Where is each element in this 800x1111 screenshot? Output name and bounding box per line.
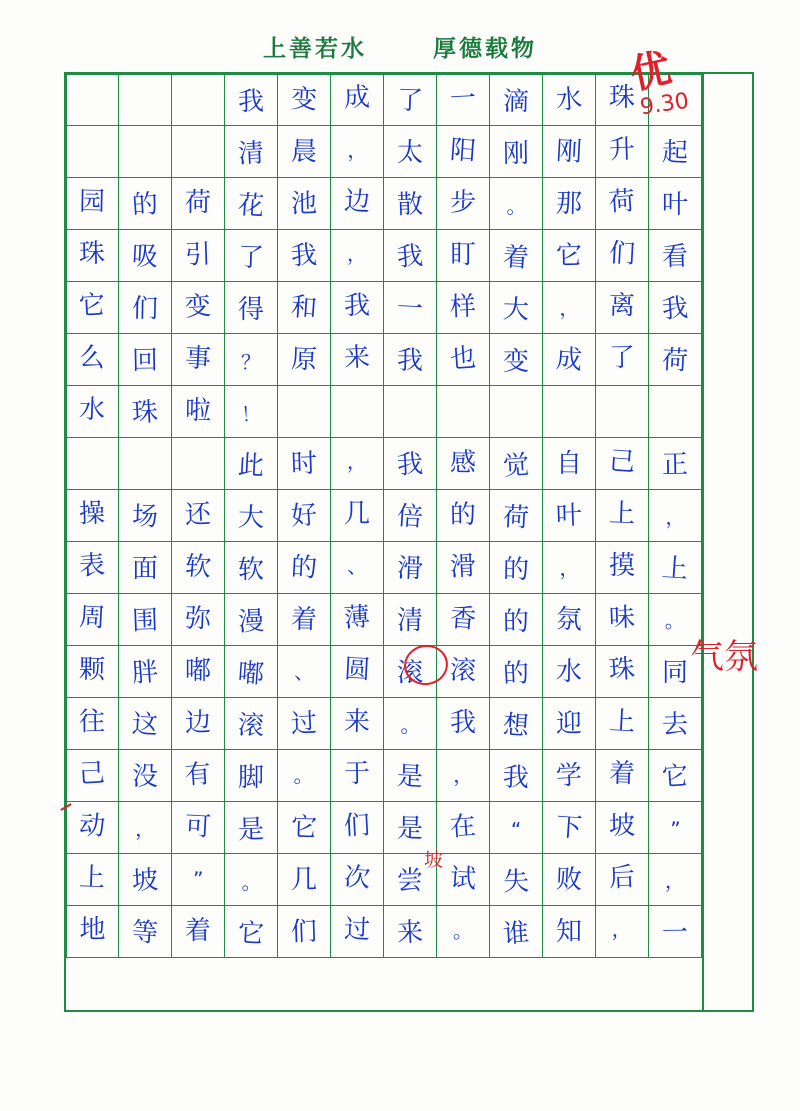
grid-cell: 胖	[119, 646, 172, 698]
grid-cell: 自	[543, 438, 596, 490]
grid-row	[66, 334, 702, 386]
grid-cell: 己	[66, 750, 119, 802]
grid-cell: 滚	[225, 698, 278, 750]
grid-cell: 和	[278, 282, 331, 334]
grid-cell: 失	[490, 854, 543, 906]
grid-cell: 、	[278, 646, 331, 698]
grid-cell: 样	[437, 282, 490, 334]
grid-cell: 滚	[384, 646, 437, 698]
grid-cell: 过	[331, 906, 384, 958]
motto-right: 厚德载物	[433, 36, 537, 62]
grid-cell	[278, 386, 331, 438]
grid-cell: 。	[437, 906, 490, 958]
grid-cell: 事	[172, 334, 225, 386]
grid-row	[66, 178, 702, 230]
grid-cell: 操	[66, 490, 119, 542]
grid-cell: ？	[225, 334, 278, 386]
grid-cell: 了	[225, 230, 278, 282]
grid-cell: 滑	[384, 542, 437, 594]
grid-cell: 败	[543, 854, 596, 906]
grid-cell: 叶	[649, 178, 702, 230]
grid-cell: 步	[437, 178, 490, 230]
grid-cell: ，	[649, 490, 702, 542]
grid-cell: 的	[119, 178, 172, 230]
teacher-grade-mark: 优	[626, 45, 676, 99]
grid-row	[66, 594, 702, 646]
grid-row	[66, 438, 702, 490]
grid-cell: 还	[172, 490, 225, 542]
grid-cell: 薄	[331, 594, 384, 646]
grid-cell: 滑	[437, 542, 490, 594]
grid-cell: 漫	[225, 594, 278, 646]
grid-cell: 荷	[172, 178, 225, 230]
grid-cell: 于	[331, 750, 384, 802]
grid-cell: ，	[543, 282, 596, 334]
grid-row	[66, 854, 702, 906]
grid-cell: 来	[384, 906, 437, 958]
grid-cell: 这	[119, 698, 172, 750]
grid-cell: 颗	[66, 646, 119, 698]
grid-cell: 滴	[490, 74, 543, 126]
grid-cell: 园	[66, 178, 119, 230]
grid-cell: 太	[384, 126, 437, 178]
grid-cell: 去	[649, 698, 702, 750]
grid-cell: 边	[172, 698, 225, 750]
grid-cell: ！	[225, 386, 278, 438]
grid-cell: 荷	[596, 178, 649, 230]
grid-cell: 学	[543, 750, 596, 802]
grid-cell: 谁	[490, 906, 543, 958]
grid-cell: 了	[384, 74, 437, 126]
grid-cell: 过	[278, 698, 331, 750]
grid-row	[66, 698, 702, 750]
grid-row	[66, 74, 702, 126]
grid-row	[66, 490, 702, 542]
grid-cell: 感	[437, 438, 490, 490]
grid-cell: ，	[649, 854, 702, 906]
grid-cell: 也	[437, 334, 490, 386]
grid-cell: 大	[490, 282, 543, 334]
grid-row	[66, 646, 702, 698]
grid-cell: 看	[649, 230, 702, 282]
grid-cell: 着	[596, 750, 649, 802]
grid-cell: 知	[543, 906, 596, 958]
grid-cell: 着	[172, 906, 225, 958]
grid-cell: 的	[437, 490, 490, 542]
grid-cell: 池	[278, 178, 331, 230]
grid-cell: 得	[225, 282, 278, 334]
grid-cell: 试	[437, 854, 490, 906]
grid-cell: 。	[649, 594, 702, 646]
grid-cell: 面	[119, 542, 172, 594]
grid-cell: 软	[225, 542, 278, 594]
grid-cell: 坡	[119, 854, 172, 906]
grid-cell	[66, 438, 119, 490]
grid-cell: 滚	[437, 646, 490, 698]
character-grid	[66, 74, 702, 1010]
grid-cell: 等	[119, 906, 172, 958]
grid-cell: 我	[278, 230, 331, 282]
grid-cell	[649, 386, 702, 438]
grid-cell	[172, 126, 225, 178]
grid-cell: 阳	[437, 126, 490, 178]
grid-cell: 迎	[543, 698, 596, 750]
grid-cell: 软	[172, 542, 225, 594]
teacher-correction-margin: 气氛	[690, 637, 758, 677]
grid-cell: 圆	[331, 646, 384, 698]
grid-cell: 荷	[490, 490, 543, 542]
grid-cell: 氛	[543, 594, 596, 646]
grid-row	[66, 906, 702, 958]
grid-cell: 在	[437, 802, 490, 854]
grid-cell: 上	[596, 490, 649, 542]
grid-cell: 往	[66, 698, 119, 750]
grid-cell: ，	[437, 750, 490, 802]
grid-cell: 晨	[278, 126, 331, 178]
grid-cell: 摸	[596, 542, 649, 594]
teacher-score-mark: 9.30	[638, 88, 691, 121]
grid-cell: 己	[596, 438, 649, 490]
grid-cell: 成	[331, 74, 384, 126]
grid-cell: 想	[490, 698, 543, 750]
grid-cell: 起	[649, 126, 702, 178]
grid-cell: 来	[331, 334, 384, 386]
grid-cell: 水	[66, 386, 119, 438]
grid-cell: 升	[596, 126, 649, 178]
grid-cell: 时	[278, 438, 331, 490]
grid-cell: 。	[384, 698, 437, 750]
grid-cell: 那	[543, 178, 596, 230]
grid-cell: 周	[66, 594, 119, 646]
grid-cell	[66, 74, 119, 126]
grid-cell: 水	[543, 74, 596, 126]
grid-cell: “	[490, 802, 543, 854]
grid-cell: 是	[384, 802, 437, 854]
grid-row	[66, 126, 702, 178]
grid-cell: 正	[649, 438, 702, 490]
grid-cell	[490, 386, 543, 438]
grid-cell: 香	[437, 594, 490, 646]
grid-cell: 它	[225, 906, 278, 958]
grid-cell: 、	[331, 542, 384, 594]
grid-cell: 一	[437, 74, 490, 126]
grid-cell: 是	[384, 750, 437, 802]
grid-cell: 嘟	[225, 646, 278, 698]
grid-cell: ”	[649, 802, 702, 854]
grid-cell: 上	[649, 542, 702, 594]
grid-cell: 的	[490, 646, 543, 698]
grid-cell	[649, 74, 702, 126]
grid-cell: 表	[66, 542, 119, 594]
grid-cell: 一	[649, 906, 702, 958]
grid-cell: 后	[596, 854, 649, 906]
grid-cell: 我	[490, 750, 543, 802]
grid-cell: 离	[596, 282, 649, 334]
grid-cell: 们	[119, 282, 172, 334]
motto-left: 上善若水	[263, 36, 367, 62]
grid-cell: ”	[172, 854, 225, 906]
grid-cell: 们	[278, 906, 331, 958]
grid-cell: 盯	[437, 230, 490, 282]
grid-cell: ，	[543, 542, 596, 594]
grid-cell: 几	[331, 490, 384, 542]
grid-cell: 吸	[119, 230, 172, 282]
grid-cell: 变	[490, 334, 543, 386]
grid-cell: 它	[278, 802, 331, 854]
grid-cell: 了	[596, 334, 649, 386]
grid-cell: 清	[225, 126, 278, 178]
grid-cell: 成	[543, 334, 596, 386]
grid-cell: 变	[278, 74, 331, 126]
grid-row	[66, 230, 702, 282]
grid-row	[66, 802, 702, 854]
grid-cell: 刚	[490, 126, 543, 178]
grid-cell: 原	[278, 334, 331, 386]
grid-cell	[543, 386, 596, 438]
grid-cell	[172, 438, 225, 490]
grid-cell: 没	[119, 750, 172, 802]
grid-cell: 尝	[384, 854, 437, 906]
grid-cell: 珠	[596, 74, 649, 126]
grid-cell	[384, 386, 437, 438]
grid-cell: 我	[437, 698, 490, 750]
grid-cell	[119, 438, 172, 490]
grid-cell: 珠	[119, 386, 172, 438]
grid-cell: 动	[66, 802, 119, 854]
grid-cell: 围	[119, 594, 172, 646]
grid-cell: 着	[490, 230, 543, 282]
grid-cell: 变	[172, 282, 225, 334]
grid-cell: 上	[66, 854, 119, 906]
grid-cell: 我	[384, 230, 437, 282]
grid-cell: 荷	[649, 334, 702, 386]
grid-cell: 边	[331, 178, 384, 230]
grid-cell: 下	[543, 802, 596, 854]
grid-cell	[119, 74, 172, 126]
grid-cell: 的	[490, 594, 543, 646]
grid-row	[66, 542, 702, 594]
grid-cell	[437, 386, 490, 438]
grid-cell: 们	[596, 230, 649, 282]
grid-cell: ，	[331, 126, 384, 178]
grid-cell: 场	[119, 490, 172, 542]
grid-cell: 地	[66, 906, 119, 958]
grid-row	[66, 750, 702, 802]
grid-cell: 我	[649, 282, 702, 334]
grid-cell: 我	[225, 74, 278, 126]
grid-cell: 散	[384, 178, 437, 230]
grid-cell	[331, 386, 384, 438]
grid-cell: 几	[278, 854, 331, 906]
grid-cell: 它	[543, 230, 596, 282]
grid-cell	[172, 74, 225, 126]
grid-cell: 的	[490, 542, 543, 594]
grid-cell: 着	[278, 594, 331, 646]
grid-row	[66, 282, 702, 334]
grid-cell: 啦	[172, 386, 225, 438]
grid-cell: 次	[331, 854, 384, 906]
grid-row	[66, 386, 702, 438]
grid-cell: 珠	[596, 646, 649, 698]
grid-cell: 倍	[384, 490, 437, 542]
grid-cell: ，	[596, 906, 649, 958]
grid-cell: 可	[172, 802, 225, 854]
grid-cell: 的	[278, 542, 331, 594]
header-motto	[0, 30, 800, 63]
grid-cell: 叶	[543, 490, 596, 542]
grid-cell: 。	[490, 178, 543, 230]
grid-cell: 是	[225, 802, 278, 854]
grid-cell: 此	[225, 438, 278, 490]
teacher-correction-inline: 坡	[424, 849, 444, 871]
grid-cell: 水	[543, 646, 596, 698]
grid-cell: 花	[225, 178, 278, 230]
grid-cell: 嘟	[172, 646, 225, 698]
grid-cell: 有	[172, 750, 225, 802]
grid-cell: 。	[278, 750, 331, 802]
grid-cell: 来	[331, 698, 384, 750]
grid-cell	[66, 126, 119, 178]
frame-inner-rule	[702, 74, 704, 1010]
grid-cell: 弥	[172, 594, 225, 646]
grid-cell: 觉	[490, 438, 543, 490]
grid-cell: 同	[649, 646, 702, 698]
grid-cell: 。	[225, 854, 278, 906]
grid-cell: 好	[278, 490, 331, 542]
grid-cell	[119, 126, 172, 178]
grid-cell: 大	[225, 490, 278, 542]
grid-cell: 我	[331, 282, 384, 334]
grid-cell: ，	[119, 802, 172, 854]
grid-cell	[596, 386, 649, 438]
grid-cell: 我	[384, 334, 437, 386]
grid-cell: 坡	[596, 802, 649, 854]
grid-cell: 它	[66, 282, 119, 334]
grid-cell: 清	[384, 594, 437, 646]
grid-cell: 它	[649, 750, 702, 802]
grid-cell: 回	[119, 334, 172, 386]
grid-cell: 一	[384, 282, 437, 334]
grid-cell: 们	[331, 802, 384, 854]
grid-cell: 刚	[543, 126, 596, 178]
grid-cell: 我	[384, 438, 437, 490]
grid-cell: 引	[172, 230, 225, 282]
grid-cell: ，	[331, 438, 384, 490]
grid-cell: 脚	[225, 750, 278, 802]
grid-cell: 上	[596, 698, 649, 750]
grid-cell: 么	[66, 334, 119, 386]
grid-cell: 珠	[66, 230, 119, 282]
grid-cell: 味	[596, 594, 649, 646]
grid-cell: ，	[331, 230, 384, 282]
